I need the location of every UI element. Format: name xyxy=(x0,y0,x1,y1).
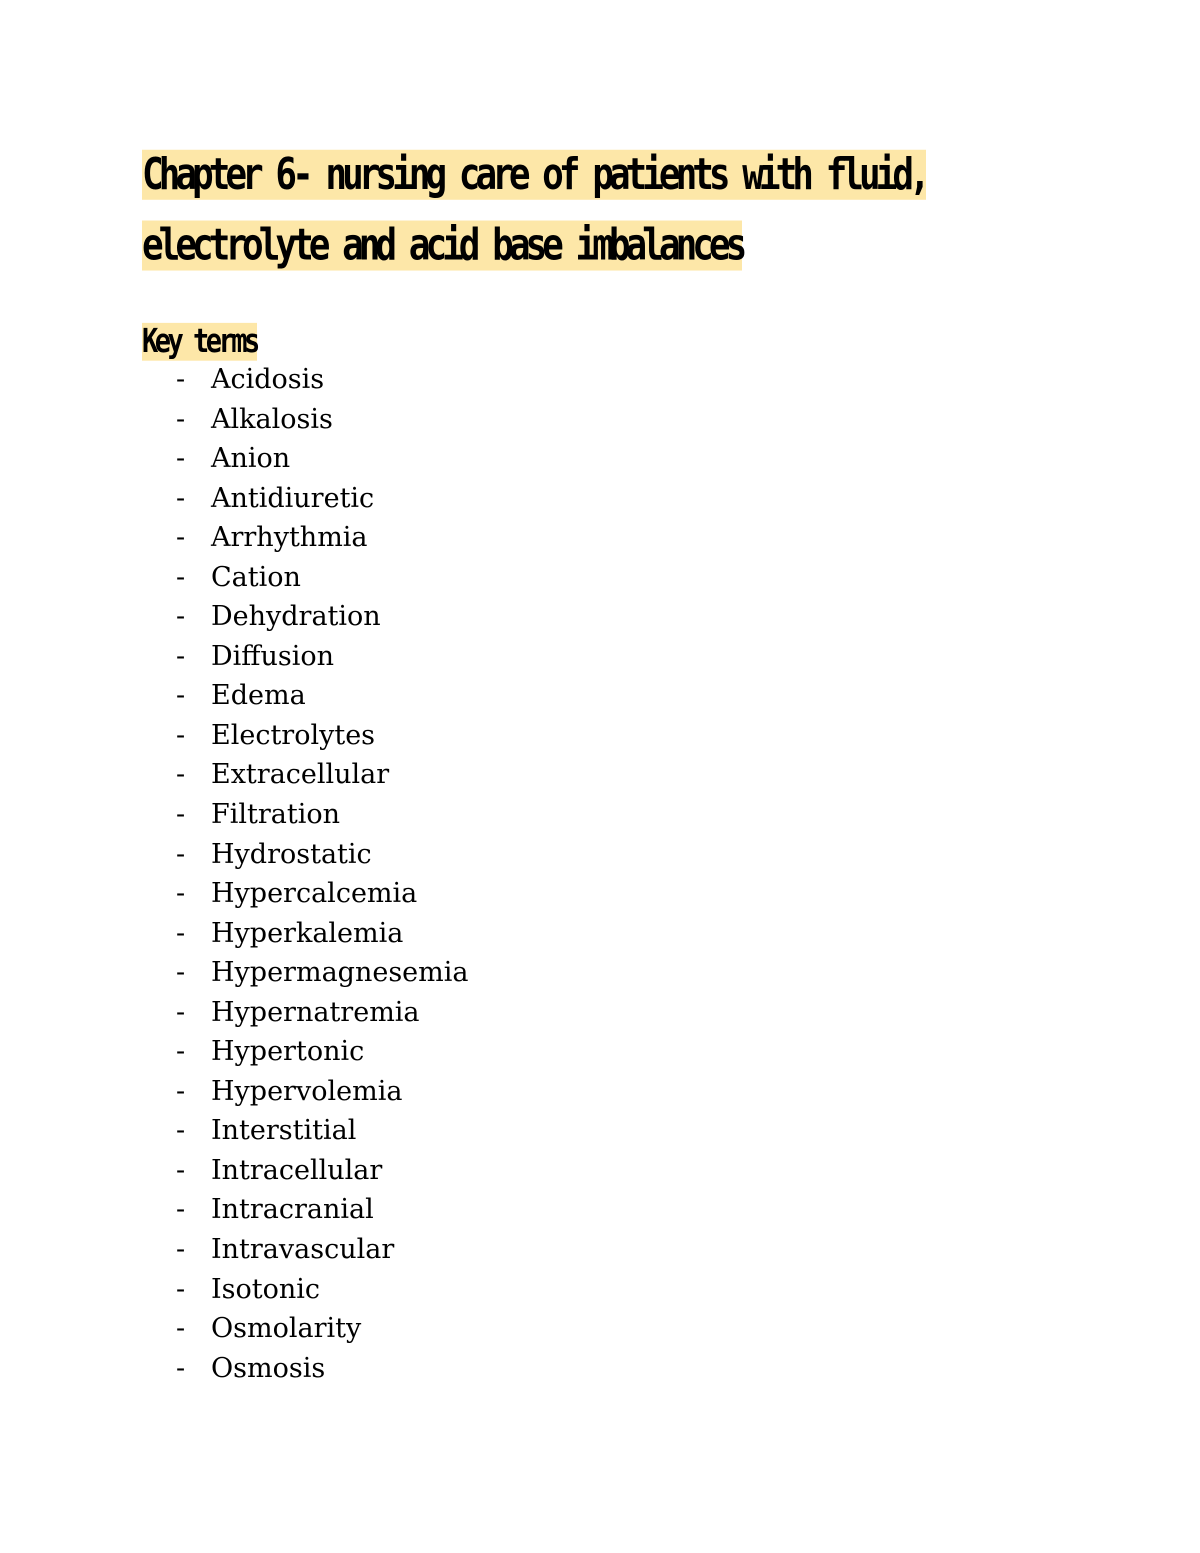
bullet-dash: - xyxy=(176,878,186,910)
page-title-text: Chapter 6- nursing care of patients with fluid, electrolyte and acid base imbalances xyxy=(142,149,926,271)
bullet-dash: - xyxy=(176,443,186,475)
key-term: Hyperkalemia xyxy=(211,917,404,949)
bullet-dash: - xyxy=(176,1115,186,1147)
key-term: Isotonic xyxy=(211,1273,321,1305)
bullet-dash: - xyxy=(176,1352,186,1384)
key-term: Intracellular xyxy=(211,1154,383,1186)
page-title xyxy=(142,140,1062,282)
key-term: Antidiuretic xyxy=(211,482,375,514)
bullet-dash: - xyxy=(176,838,186,870)
key-term: Cation xyxy=(211,561,301,593)
bullet-dash: - xyxy=(176,1273,186,1305)
bullet-dash: - xyxy=(176,799,186,831)
bullet-dash: - xyxy=(176,957,186,989)
bullet-dash: - xyxy=(176,482,186,514)
bullet-dash: - xyxy=(176,561,186,593)
key-term: Intracranial xyxy=(211,1194,374,1226)
key-term: Osmolarity xyxy=(211,1313,362,1345)
key-term: Osmosis xyxy=(211,1352,326,1384)
bullet-dash: - xyxy=(176,996,186,1028)
bullet-dash: - xyxy=(176,1154,186,1186)
key-term: Hypermagnesemia xyxy=(211,957,469,989)
bullet-dash: - xyxy=(176,601,186,633)
key-term: Intravascular xyxy=(211,1234,395,1266)
bullet-dash: - xyxy=(176,1234,186,1266)
bullet-dash: - xyxy=(176,364,186,395)
bullet-dash: - xyxy=(176,1036,186,1068)
key-term: Hypertonic xyxy=(211,1036,365,1068)
key-term: Filtration xyxy=(211,799,340,831)
bullet-dash: - xyxy=(176,917,186,949)
key-term: Dehydration xyxy=(211,601,381,633)
key-term: Arrhythmia xyxy=(211,522,368,554)
key-term: Hypernatremia xyxy=(211,996,420,1028)
bullet-dash: - xyxy=(176,1313,186,1345)
bullet-dash: - xyxy=(176,403,186,435)
bullet-dash: - xyxy=(176,1194,186,1226)
bullet-dash: - xyxy=(176,719,186,751)
bullet-dash: - xyxy=(176,522,186,554)
bullet-dash: - xyxy=(176,640,186,672)
key-term: Edema xyxy=(211,680,306,712)
key-term: Hydrostatic xyxy=(211,838,372,870)
bullet-dash: - xyxy=(176,680,186,712)
bullet-dash: - xyxy=(176,759,186,791)
key-term: Acidosis xyxy=(211,364,325,395)
key-term: Extracellular xyxy=(211,759,390,791)
key-term: Electrolytes xyxy=(211,719,376,751)
key-term: Hypervolemia xyxy=(211,1075,403,1107)
key-term: Hypercalcemia xyxy=(211,878,418,910)
key-term: Anion xyxy=(211,443,291,475)
key-term: Diffusion xyxy=(211,640,334,672)
key-term: Interstitial xyxy=(211,1115,357,1147)
bullet-dash: - xyxy=(176,1075,186,1107)
key-terms-heading-text: Key terms xyxy=(142,322,257,361)
key-term: Alkalosis xyxy=(211,403,333,435)
